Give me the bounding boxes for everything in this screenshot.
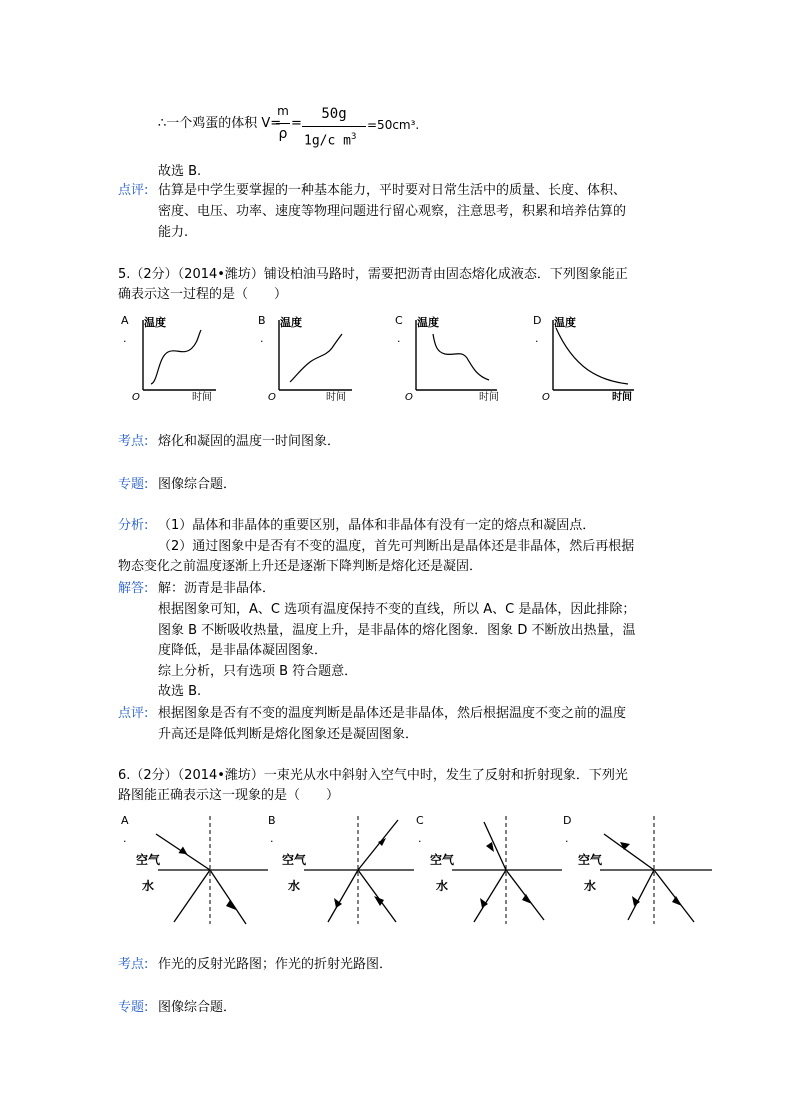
q5-stem-line: 5.（2分）（2014•潍坊）铺设柏油马路时，需要把沥青由固态熔化成液态．下列图象能正 — [118, 267, 628, 282]
frac1-numerator: m — [277, 104, 289, 118]
q5-zhuanti: 图像综合题． — [158, 477, 237, 492]
x-axis-label: 时间 — [612, 392, 632, 403]
option-letter: A — [121, 314, 129, 327]
origin-label: O — [132, 392, 140, 403]
q5-jieda-line: 综上分析，只有选项 B 符合题意． — [158, 664, 358, 679]
water-label: 水 — [436, 879, 449, 893]
frac1-denominator: ρ — [278, 126, 288, 142]
graph-d — [538, 312, 638, 404]
q5-comment-line: 升高还是降低判断是熔化图象还是凝固图象． — [158, 727, 419, 742]
option-letter: C — [395, 314, 403, 327]
option-dot: . — [397, 332, 401, 345]
q5-comment-line: 根据图象是否有不变的温度判断是晶体还是非晶体，然后根据温度不变之前的温度 — [158, 706, 627, 721]
graph-a — [128, 312, 223, 404]
q5-jieda-line: 故选 B. — [158, 684, 202, 699]
option-letter: D — [533, 314, 542, 327]
q5-stem-line: 确表示这一过程的是（ ） — [118, 287, 288, 302]
air-label: 空气 — [282, 853, 307, 867]
frac2-numerator: 50g — [321, 106, 347, 122]
option-letter: C — [416, 814, 424, 827]
q4-comment-label: 点评: — [118, 183, 149, 198]
graph-b — [264, 312, 359, 404]
option-dot: . — [260, 332, 264, 345]
q5-kaodian-label: 考点: — [118, 434, 149, 449]
curve-b — [290, 334, 342, 382]
curve-c — [433, 334, 489, 380]
option-dot: . — [270, 832, 274, 845]
air-label: 空气 — [430, 853, 455, 867]
x-axis-label: 时间 — [192, 392, 212, 403]
frac2-denominator: 1g/c $m^3$ — [304, 132, 357, 149]
water-label: 水 — [142, 879, 155, 893]
water-label: 水 — [584, 879, 597, 893]
air-label: 空气 — [136, 853, 161, 867]
ray-diagram-d — [570, 812, 715, 930]
water-label: 水 — [288, 879, 301, 893]
volume-result: =50cm³. — [367, 118, 420, 132]
frac1-line — [276, 123, 290, 124]
volume-formula-prefix: ∴一个鸡蛋的体积 V= — [158, 116, 282, 131]
y-axis-label: 温度 — [417, 316, 439, 329]
q5-fenxi-line: （1）晶体和非晶体的重要区别，晶体和非晶体有没有一定的熔点和凝固点． — [158, 518, 596, 533]
q5-fenxi-line: （2）通过图象中是否有不变的温度，首先可判断出是晶体还是非晶体，然后再根据 — [158, 539, 635, 554]
q4-comment-line: 能力. — [158, 225, 189, 240]
option-dot: . — [418, 832, 422, 845]
q5-jieda-line: 度降低，是非晶体凝固图象． — [158, 643, 328, 658]
q6-stem-line: 路图能正确表示这一现象的是（ ） — [118, 788, 340, 803]
q6-stem-line: 6.（2分）（2014•潍坊）一束光从水中斜射入空气中时，发生了反射和折射现象．下列光 — [118, 768, 628, 783]
option-dot: . — [123, 332, 127, 345]
option-letter: B — [258, 314, 266, 327]
y-axis-label: 温度 — [554, 316, 576, 329]
q6-zhuanti: 图像综合题． — [158, 1000, 237, 1015]
origin-label: O — [542, 392, 550, 403]
q5-jieda-label: 解答: — [118, 581, 149, 596]
option-dot: . — [123, 832, 127, 845]
q4-answer: 故选 B. — [158, 164, 202, 179]
q6-kaodian: 作光的反射光路图；作光的折射光路图． — [158, 957, 393, 972]
q5-comment-label: 点评: — [118, 706, 149, 721]
q4-comment-line: 估算是中学生要掌握的一种基本能力，平时要对日常生活中的质量、长度、体积、 — [158, 183, 627, 198]
x-axis-label: 时间 — [479, 392, 499, 403]
q6-kaodian-label: 考点: — [118, 957, 149, 972]
q5-fenxi-line: 物态变化之前温度逐渐上升还是逐渐下降判断是熔化还是凝固． — [118, 559, 483, 574]
origin-label: O — [268, 392, 276, 403]
q5-jieda-line: 图象 B 不断吸收热量，温度上升，是非晶体的熔化图象．图象 D 不断放出热量，温 — [158, 623, 636, 638]
ray-diagram-c — [422, 812, 567, 930]
curve-a — [151, 330, 201, 384]
frac2-line — [302, 126, 366, 127]
option-dot: . — [535, 332, 539, 345]
option-dot: . — [565, 832, 569, 845]
y-axis-label: 温度 — [280, 316, 302, 329]
q5-fenxi-label: 分析: — [118, 518, 149, 533]
q5-zhuanti-label: 专题: — [118, 477, 149, 492]
q5-jieda-line: 根据图象可知，A、C 选项有温度保持不变的直线，所以 A、C 是晶体，因此排除； — [158, 602, 636, 617]
q6-zhuanti-label: 专题: — [118, 1000, 149, 1015]
q5-jieda-line: 解：沥青是非晶体． — [158, 581, 276, 596]
x-axis-label: 时间 — [326, 392, 346, 403]
curve-d — [556, 328, 628, 384]
option-letter: D — [563, 814, 572, 827]
ray-diagram-a — [128, 812, 273, 930]
y-axis-label: 温度 — [144, 316, 166, 329]
air-label: 空气 — [578, 853, 603, 867]
option-letter: B — [268, 814, 276, 827]
ray-diagram-b — [274, 812, 419, 930]
origin-label: O — [405, 392, 413, 403]
q5-kaodian: 熔化和凝固的温度一时间图象． — [158, 434, 341, 449]
option-letter: A — [121, 814, 129, 827]
q4-comment-line: 密度、电压、功率、速度等物理问题进行留心观察，注意思考，积累和培养估算的 — [158, 204, 627, 219]
equals-sign: = — [291, 116, 302, 131]
graph-c — [401, 312, 501, 404]
